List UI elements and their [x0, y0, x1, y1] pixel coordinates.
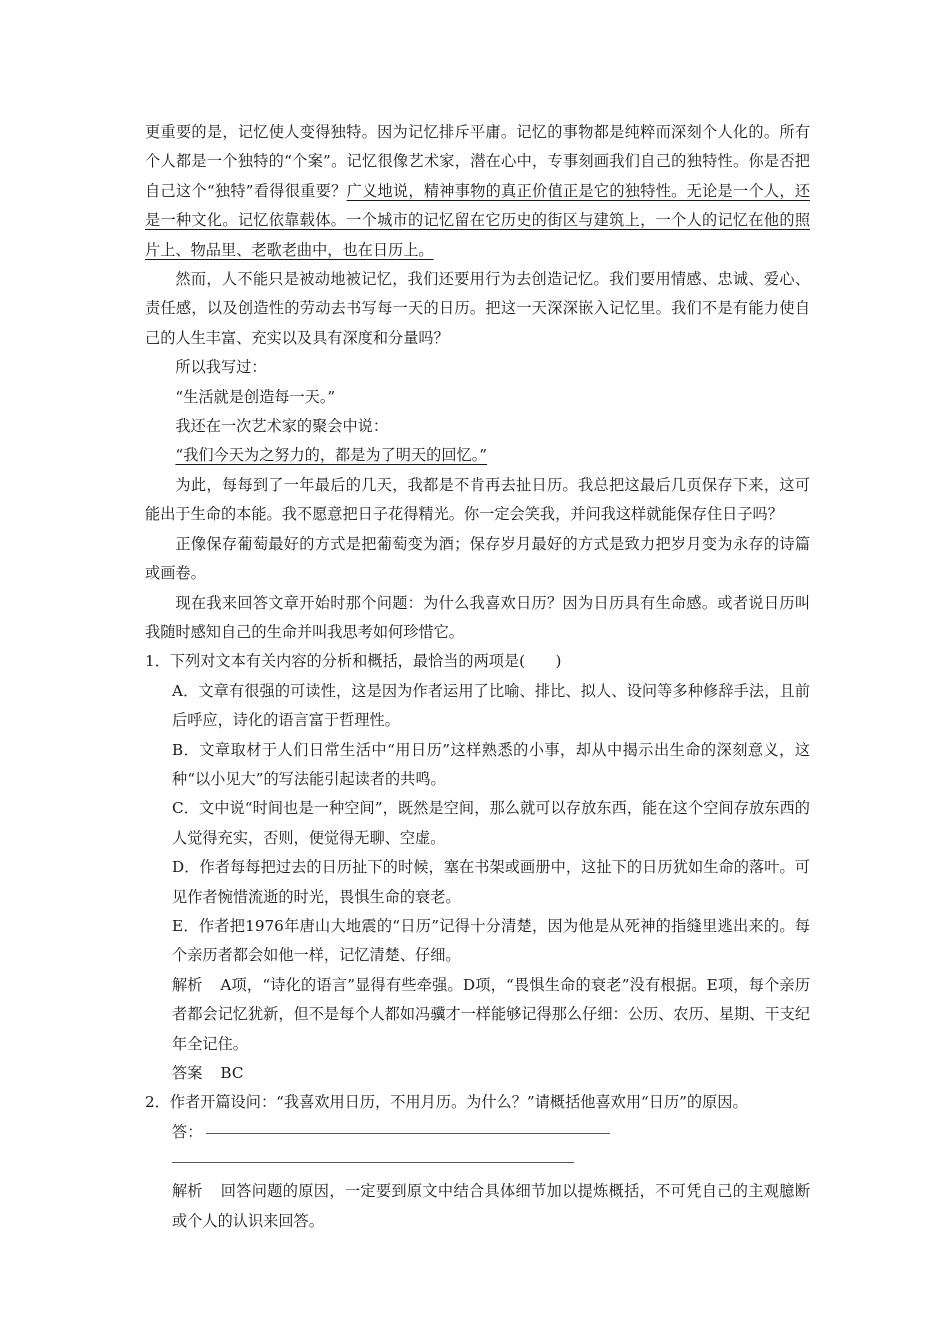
question-1-option-d: D．作者每每把过去的日历扯下的时候，塞在书架或画册中，这扯下的日历犹如生命的落叶。可见作者惋惜流逝的时光，畏惧生命的衰老。: [172, 858, 810, 906]
passage-text: 更重要的是，记忆使人变得独特。因为记忆排斥平庸。记忆的事物都是纯粹而深刻个人化的。所有个人都是一个独特的“个案”。记忆很像艺术家，潜在心中，专事刻画我们自己的独特性。你是否把自己这个“独特”看得很重要？: [145, 123, 810, 200]
question-1-option-a: A．文章有很强的可读性，这是因为作者运用了比喻、排比、拟人、设问等多种修辞手法，且前后呼应，诗化的语言富于哲理性。: [172, 681, 810, 730]
answer-text: BC: [220, 1064, 244, 1082]
analysis-label: 解析: [172, 1182, 203, 1201]
document-page: [145, 118, 810, 1236]
answer-blank-line-1[interactable]: [206, 1132, 610, 1134]
passage-paragraph-7: 为此，每每到了一年最后的几天，我都是不肯再去扯日历。我总把这最后几页保存下来，这可能出于生命的本能。我不愿意把日子花得精光。你一定会笑我，并问我这样就能保存住日子吗？: [145, 475, 810, 524]
answer-prefix: 答：: [172, 1122, 203, 1141]
analysis-text: 回答问题的原因，一定要到原文中结合具体细节加以提炼概括，不可凭自己的主观臆断或个人的认识来回答。: [172, 1182, 810, 1230]
passage-paragraph-2: 然而，人不能只是被动地被记忆，我们还要用行为去创造记忆。我们要用情感、忠诚、爱心、责任感，以及创造性的劳动去书写每一天的日历。把这一天深深嵌入记忆里。我们不是有能力使自己的人生丰富、充实以及具有深度和分量吗？: [145, 270, 810, 347]
passage-quote-1: [145, 383, 810, 412]
question-1-stem: 1．下列对文本有关内容的分析和概括，最恰当的两项是( ): [145, 652, 562, 671]
underlined-quote-text: “我们今天为之努力的，都是为了明天的回忆。”: [175, 446, 488, 465]
passage-paragraph-8: 正像保存葡萄最好的方式是把葡萄变为酒；保存岁月最好的方式是致力把岁月变为永存的诗篇或画卷。: [145, 534, 810, 583]
quote-text: “生活就是创造每一天。”: [175, 387, 336, 406]
question-2-answer-line: [145, 1118, 810, 1147]
analysis-label: 解析: [172, 975, 203, 994]
passage-paragraph-3: 所以我写过：: [175, 358, 267, 377]
question-1-answer: [145, 1059, 810, 1088]
passage-paragraph-5: 我还在一次艺术家的聚会中说：: [175, 417, 389, 436]
passage-paragraph-9: 现在我来回答文章开始时那个问题：为什么我喜欢日历？因为日历具有生命感。或者说日历叫我随时感知自己的生命并叫我思考如何珍惜它。: [145, 593, 810, 641]
answer-label: 答案: [172, 1064, 203, 1082]
question-2-analysis: [145, 1177, 810, 1236]
question-1-option-b: B．文章取材于人们日常生活中“用日历”这样熟悉的小事，却从中揭示出生命的深刻意义，这种“以小见大”的写法能引起读者的共鸣。: [172, 740, 810, 788]
question-2-stem: 2．作者开篇设问：“我喜欢用日历，不用月历。为什么？”请概括他喜欢用“日历”的原因。: [145, 1093, 748, 1112]
question-1-analysis: [145, 971, 810, 1059]
passage-paragraph-1: [145, 118, 810, 265]
question-1-option-c: C．文中说“时间也是一种空间”，既然是空间，那么就可以存放东西，能在这个空间存放东西的人觉得充实，否则，便觉得无聊、空虚。: [172, 799, 810, 847]
analysis-text: A项，“诗化的语言”显得有些牵强。D项，“畏惧生命的衰老”没有根据。E项，每个亲历者都会记忆犹新，但不是每个人都如冯骥才一样能够记得那么仔细：公历、农历、星期、干支纪年全记住。: [172, 975, 810, 1053]
passage-quote-2: [145, 441, 810, 470]
underlined-passage-text: 广义地说，精神事物的真正价值正是它的独特性。无论是一个人，还是一种文化。记忆依靠载体。一个城市的记忆留在它历史的街区与建筑上，一个人的记忆在他的照片上、物品里、老歌老曲中，也在日历上。: [145, 181, 811, 259]
question-1-option-e: E．作者把1976年唐山大地震的“日历”记得十分清楚，因为他是从死神的指缝里逃出来的。每个亲历者都会如他一样，记忆清楚、仔细。: [172, 916, 810, 965]
answer-blank-line-2[interactable]: [172, 1161, 574, 1163]
